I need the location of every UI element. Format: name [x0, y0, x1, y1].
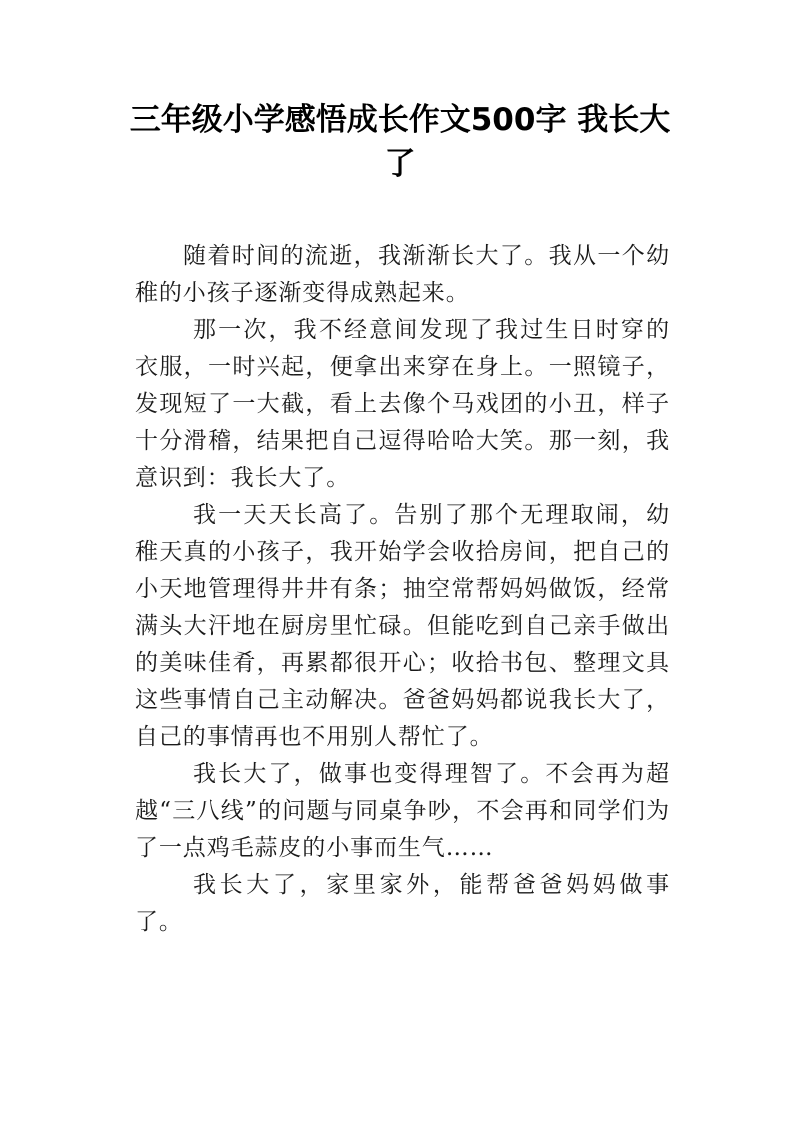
- document-body: [135, 238, 670, 941]
- paragraph: 随着时间的流逝，我渐渐长大了。我从一个幼稚的小孩子逐渐变得成熟起来。: [135, 243, 670, 306]
- document-title: 三年级小学感悟成长作文500字 我长大了: [129, 102, 671, 182]
- paragraph: 那一次，我不经意间发现了我过生日时穿的衣服，一时兴起，便拿出来穿在身上。一照镜子，发现短了一大截，看上去像个马戏团的小丑，样子十分滑稽，结果把自己逗得哈哈大笑。那一刻，我意识到：我长大了。: [135, 317, 670, 491]
- paragraph: 我一天天长高了。告别了那个无理取闹，幼稚天真的小孩子，我开始学会收拾房间，把自己的小天地管理得井井有条；抽空常帮妈妈做饭，经常满头大汗地在厨房里忙碌。但能吃到自己亲手做出的美味佳肴，再累都很开心；收拾书包、整理文具这些事情自己主动解决。爸爸妈妈都说我长大了，自己的事情再也不用别人帮忙了。: [135, 502, 670, 750]
- paragraph: 我长大了，家里家外，能帮爸爸妈妈做事了。: [135, 872, 670, 935]
- paragraph: 我长大了，做事也变得理智了。不会再为超越“三八线”的问题与同桌争吵，不会再和同学们为了一点鸡毛蒜皮的小事而生气……: [135, 761, 670, 861]
